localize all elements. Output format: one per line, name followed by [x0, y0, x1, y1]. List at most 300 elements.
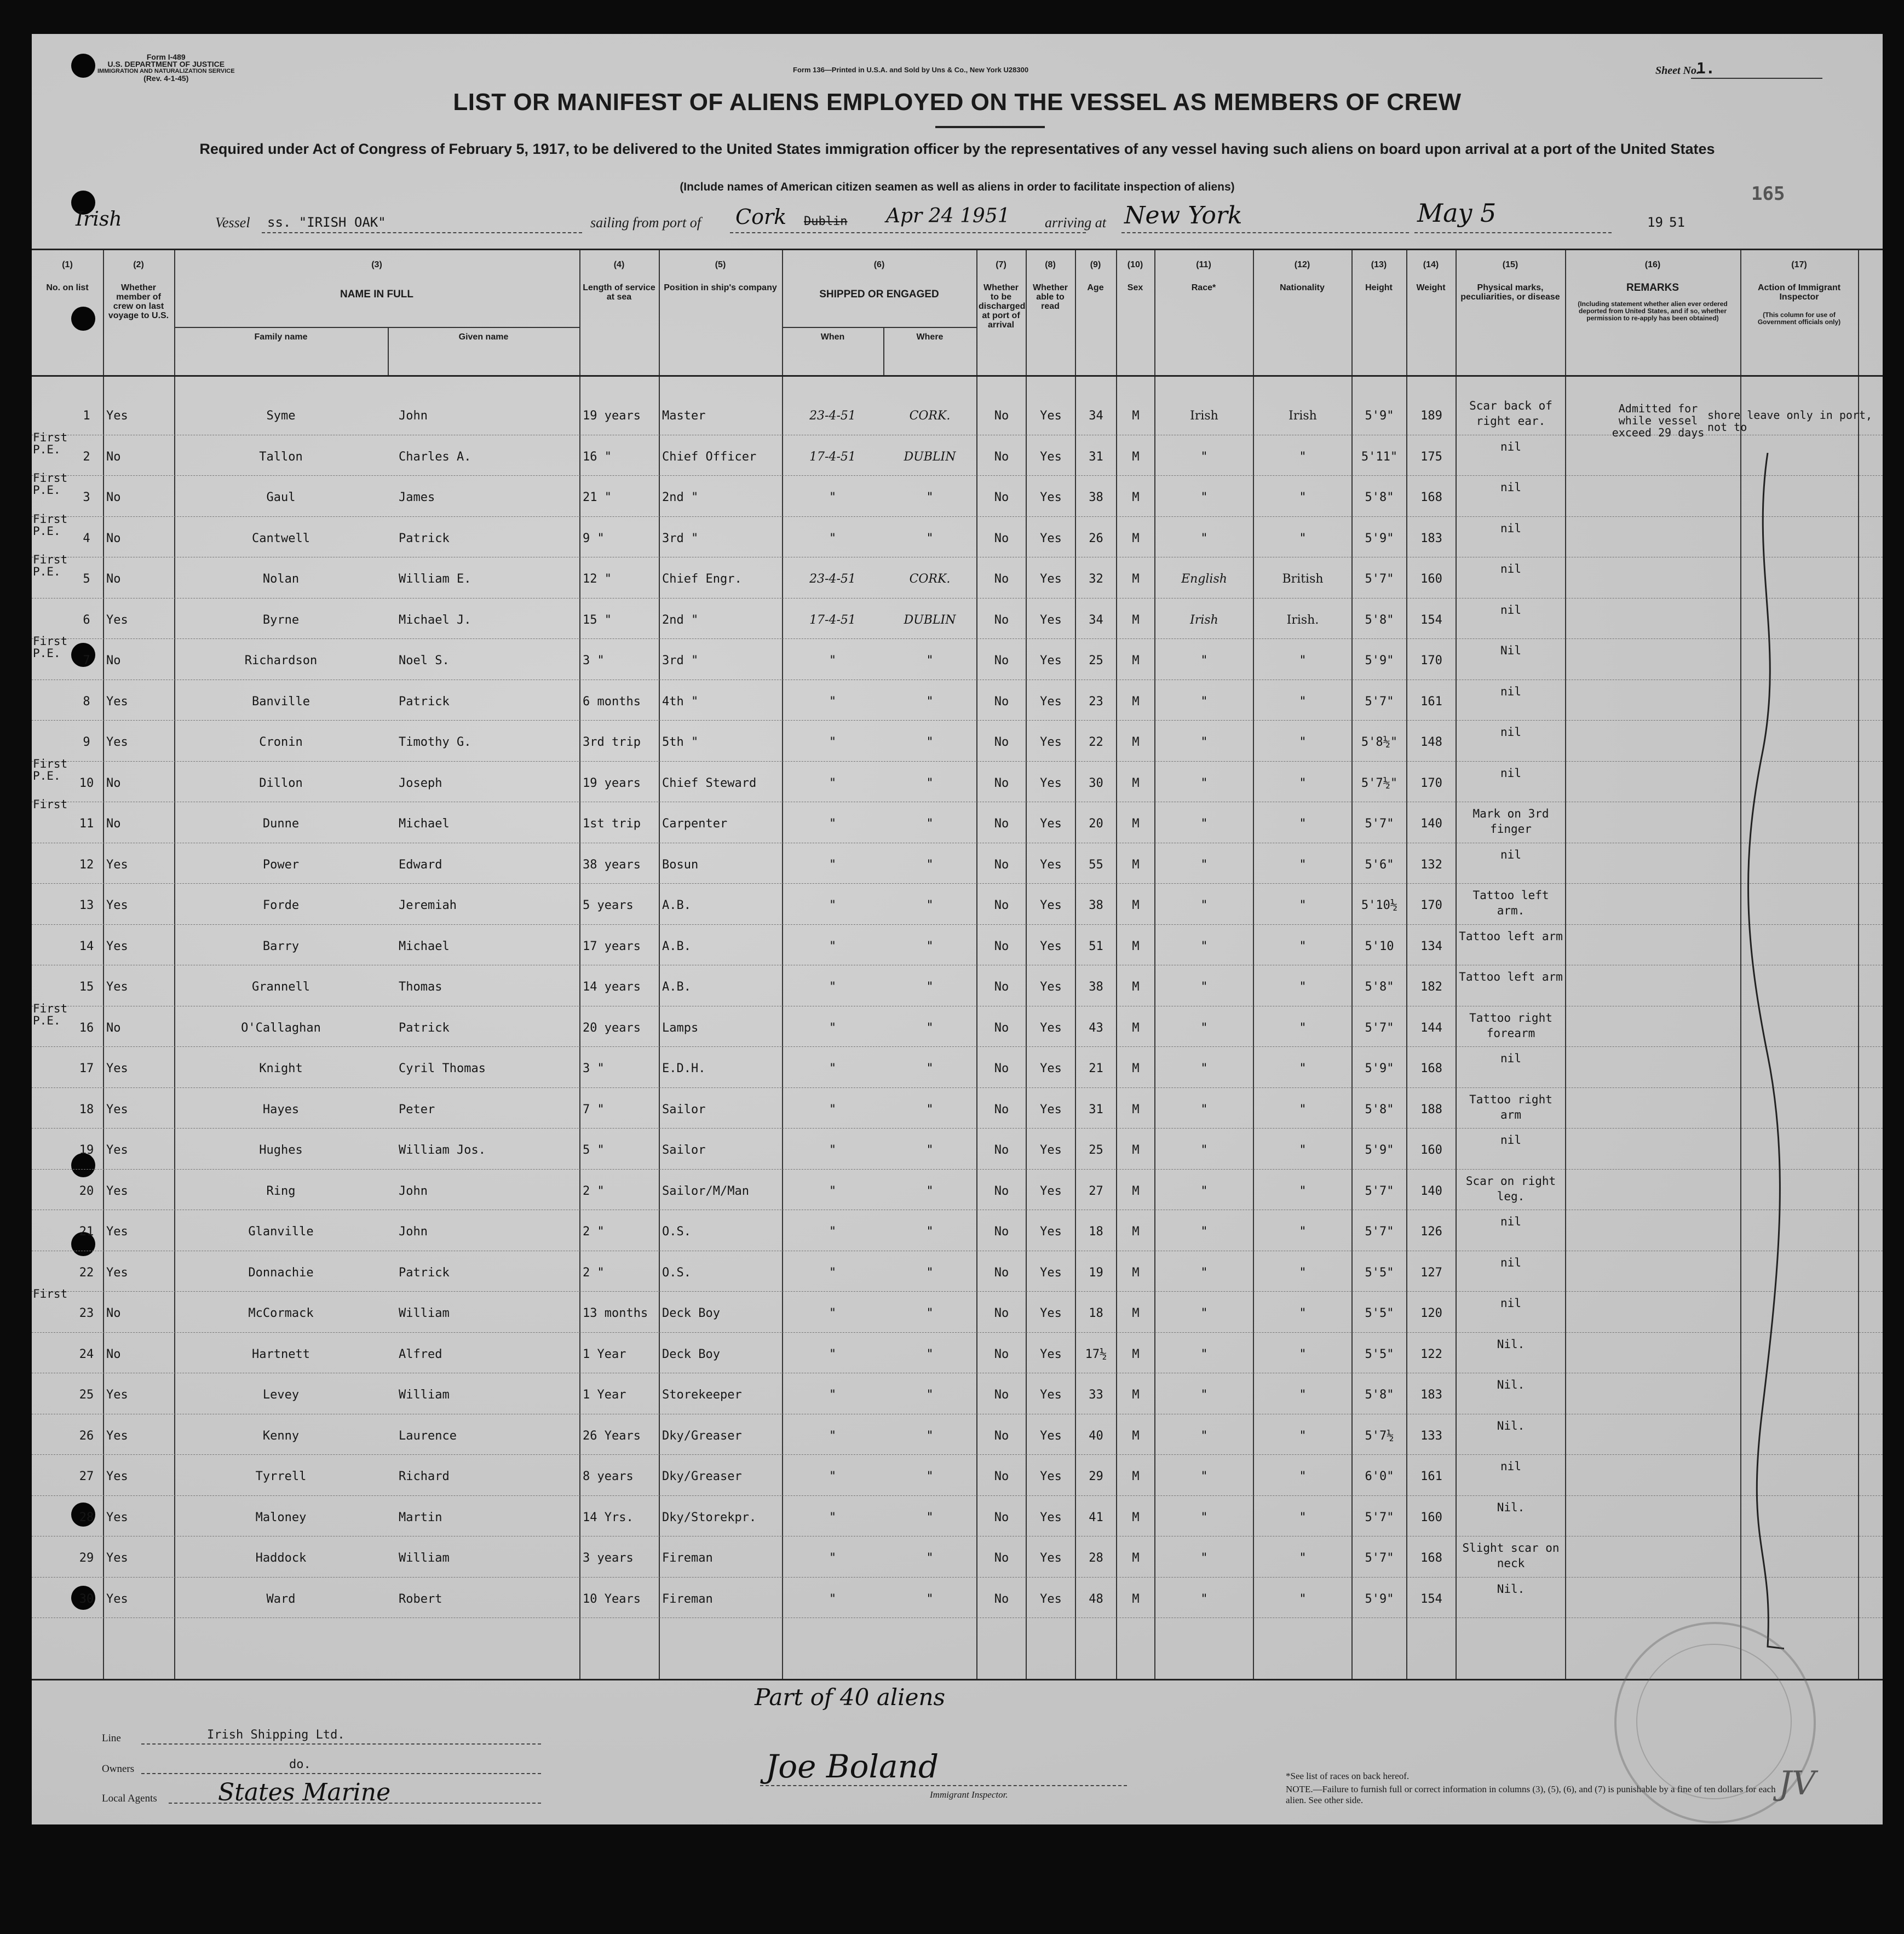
- subheader-given-name: Given name: [458, 332, 509, 342]
- row-service-length: 19 years: [583, 409, 641, 423]
- row-sex: M: [1132, 491, 1140, 504]
- row-height: 5'8": [1365, 980, 1394, 994]
- row-physical-marks: Tattoo left arm: [1459, 970, 1563, 983]
- row-service-length: 7 ": [583, 1102, 605, 1116]
- row-position: 2nd ": [662, 491, 699, 504]
- name-subheader-rule: [174, 327, 579, 328]
- sailing-date: Apr 24 1951: [886, 205, 1010, 227]
- row-shipped-when: ": [829, 491, 837, 504]
- row-weight: 183: [1420, 1388, 1442, 1402]
- row-given-name: Peter: [399, 1102, 435, 1116]
- row-age: 25: [1089, 654, 1103, 667]
- row-weight: 161: [1420, 1470, 1442, 1483]
- row-number: 27: [79, 1470, 94, 1483]
- row-position: Chief Steward: [662, 776, 757, 790]
- form-reference: [97, 54, 235, 82]
- row-able-to-read: Yes: [1040, 613, 1062, 627]
- row-number: 30: [79, 1592, 94, 1606]
- row-service-length: 14 years: [583, 980, 641, 994]
- row-height: 5'8": [1365, 1102, 1394, 1116]
- initials-mark: JV: [1779, 1764, 1816, 1803]
- sailing-underline: [730, 232, 1086, 233]
- row-rule: [32, 1087, 1883, 1088]
- row-sex: M: [1132, 1510, 1140, 1524]
- row-service-length: 13 months: [583, 1306, 648, 1320]
- row-weight: 126: [1420, 1225, 1442, 1239]
- row-service-length: 17 years: [583, 939, 641, 953]
- row-given-name: Patrick: [399, 694, 450, 709]
- row-sex: M: [1132, 1429, 1140, 1443]
- row-number: 1: [83, 409, 90, 423]
- row-shipped-when: ": [829, 1225, 837, 1239]
- column-number: (17): [1791, 260, 1807, 269]
- row-able-to-read: Yes: [1040, 735, 1062, 749]
- row-service-length: 1 Year: [583, 1347, 626, 1361]
- row-able-to-read: Yes: [1040, 1265, 1062, 1280]
- service-name: IMMIGRATION AND NATURALIZATION SERVICE: [97, 68, 235, 74]
- row-service-length: 2 ": [583, 1184, 605, 1198]
- row-physical-marks: nil: [1500, 1133, 1521, 1147]
- row-age: 40: [1089, 1429, 1103, 1443]
- row-family-name: Nolan: [262, 572, 300, 586]
- row-number: 19: [79, 1143, 94, 1157]
- row-discharged: No: [994, 450, 1009, 464]
- row-discharged: No: [994, 1388, 1009, 1402]
- row-shipped-where: ": [926, 1225, 934, 1239]
- row-physical-marks: Nil.: [1497, 1500, 1525, 1514]
- row-position: Chief Officer: [662, 450, 757, 464]
- column-header: Age: [1087, 283, 1104, 292]
- row-position: Fireman: [662, 1592, 713, 1606]
- row-shipped-when: 23-4-51: [809, 572, 856, 586]
- column-header: REMARKS: [1626, 282, 1679, 293]
- row-shipped-when: ": [829, 654, 837, 667]
- column-header: Physical marks, peculiarities, or disease: [1460, 283, 1560, 302]
- remarks-text: Admitted for while vessel exceed 29 days: [1612, 402, 1705, 439]
- line-underline: [141, 1743, 541, 1745]
- row-margin-note: First P.E.: [33, 472, 68, 496]
- column-number: (13): [1371, 260, 1387, 269]
- row-last-voyage: Yes: [106, 1592, 128, 1606]
- row-last-voyage: Yes: [106, 1265, 128, 1280]
- row-given-name: Martin: [399, 1510, 442, 1524]
- total-aliens-note: Part of 40 aliens: [755, 1684, 946, 1711]
- subheader-action-note: (This column for use of Government officials only): [1757, 311, 1841, 326]
- instruction-note: (Include names of American citizen seamen as well as aliens in order to facilitate inspection of aliens): [680, 181, 1235, 193]
- row-service-length: 1st trip: [583, 817, 641, 831]
- row-height: 5'7": [1365, 1021, 1394, 1035]
- row-discharged: No: [994, 613, 1009, 627]
- column-number: (1): [62, 260, 73, 269]
- row-shipped-where: ": [926, 1062, 934, 1075]
- row-nationality: ": [1299, 694, 1307, 709]
- row-able-to-read: Yes: [1040, 1551, 1062, 1565]
- row-shipped-when: ": [829, 1551, 837, 1565]
- row-sex: M: [1132, 1102, 1140, 1116]
- column-number: (2): [133, 260, 144, 269]
- row-physical-marks: Scar back of right ear.: [1469, 399, 1552, 428]
- row-service-length: 12 ": [583, 572, 612, 586]
- row-able-to-read: Yes: [1040, 491, 1062, 504]
- row-race: ": [1200, 980, 1208, 994]
- row-number: 16: [79, 1021, 94, 1035]
- row-height: 5'7": [1365, 694, 1394, 709]
- manifest-footer: [32, 1682, 1883, 1824]
- penalty-note: NOTE.—Failure to furnish full or correct information in columns (3), (5), (6), and (7) is punishable by a fine of ten dollars for each alien. See other side.: [1286, 1784, 1776, 1805]
- form-revision: (Rev. 4-1-45): [143, 74, 189, 83]
- row-service-length: 10 Years: [583, 1592, 641, 1606]
- row-position: A.B.: [662, 939, 691, 953]
- row-physical-marks: Nil.: [1497, 1337, 1525, 1351]
- row-weight: 132: [1420, 857, 1442, 872]
- row-race: English: [1181, 572, 1227, 586]
- row-service-length: 1 Year: [583, 1388, 626, 1402]
- row-weight: 170: [1420, 899, 1442, 912]
- row-number: 26: [79, 1429, 94, 1443]
- header-bottom-rule: [32, 375, 1883, 377]
- row-discharged: No: [994, 1062, 1009, 1075]
- row-nationality: ": [1299, 1510, 1307, 1524]
- row-family-name: Gaul: [266, 491, 296, 504]
- row-weight: 175: [1420, 450, 1442, 464]
- row-race: ": [1200, 1184, 1208, 1198]
- row-age: 21: [1089, 1062, 1103, 1075]
- row-shipped-when: ": [829, 776, 837, 790]
- row-height: 5'5": [1365, 1347, 1394, 1361]
- row-weight: 134: [1420, 939, 1442, 953]
- row-service-length: 3 years: [583, 1551, 634, 1565]
- row-given-name: Alfred: [399, 1347, 442, 1361]
- row-discharged: No: [994, 735, 1009, 749]
- row-height: 5'5": [1365, 1265, 1394, 1280]
- row-weight: 170: [1420, 654, 1442, 667]
- row-able-to-read: Yes: [1040, 776, 1062, 790]
- row-height: 5'5": [1365, 1306, 1394, 1320]
- page-subtitle: Required under Act of Congress of February 5, 1917, to be delivered to the United States immigration officer by the representatives of any vessel having such aliens on board upon arrival at a port of the United States: [199, 141, 1715, 157]
- row-race: Irish: [1190, 613, 1218, 627]
- row-weight: 188: [1420, 1102, 1442, 1116]
- row-sex: M: [1132, 450, 1140, 464]
- shipped-subheader-rule: [782, 327, 976, 328]
- row-sex: M: [1132, 1306, 1140, 1320]
- row-nationality: Irish.: [1286, 613, 1319, 627]
- row-physical-marks: Nil.: [1497, 1378, 1525, 1391]
- row-given-name: Patrick: [399, 1265, 450, 1280]
- row-age: 55: [1089, 857, 1103, 872]
- row-number: 11: [79, 817, 94, 831]
- row-service-length: 3 ": [583, 1062, 605, 1075]
- column-header: Sex: [1127, 283, 1143, 292]
- owners-value: do.: [289, 1758, 311, 1771]
- row-number: 18: [79, 1102, 94, 1116]
- row-weight: 168: [1420, 491, 1442, 504]
- row-shipped-where: ": [926, 1551, 934, 1565]
- printer-line: Form 136—Printed in U.S.A. and Sold by Uns & Co., New York U28300: [793, 66, 1029, 74]
- row-number: 3: [83, 491, 90, 504]
- row-age: 29: [1089, 1470, 1103, 1483]
- row-shipped-where: ": [926, 654, 934, 667]
- column-number: (15): [1502, 260, 1518, 269]
- row-physical-marks: Nil.: [1497, 1582, 1525, 1596]
- row-family-name: Hartnett: [252, 1347, 310, 1361]
- row-last-voyage: No: [106, 572, 121, 586]
- column-number: (9): [1090, 260, 1101, 269]
- row-nationality: ": [1299, 531, 1307, 545]
- column-header: Action of Immigrant Inspector: [1757, 283, 1841, 302]
- row-position: E.D.H.: [662, 1062, 706, 1075]
- row-physical-marks: Nil.: [1497, 1419, 1525, 1432]
- column-number: (14): [1423, 260, 1439, 269]
- row-nationality: ": [1299, 1265, 1307, 1280]
- shipped-split-divider: [883, 327, 884, 376]
- row-family-name: Richardson: [244, 654, 318, 667]
- row-sex: M: [1132, 1021, 1140, 1035]
- row-sex: M: [1132, 1551, 1140, 1565]
- row-shipped-when: ": [829, 735, 837, 749]
- row-race: ": [1200, 654, 1208, 667]
- row-shipped-when: 23-4-51: [809, 409, 856, 423]
- row-shipped-where: ": [926, 1306, 934, 1320]
- row-number: 20: [79, 1184, 94, 1198]
- row-sex: M: [1132, 1225, 1140, 1239]
- row-age: 26: [1089, 531, 1103, 545]
- column-number: (11): [1196, 260, 1211, 269]
- row-number: 4: [83, 531, 90, 545]
- row-number: 2: [83, 450, 90, 464]
- row-height: 5'11": [1361, 450, 1398, 464]
- inspector-action-text: shore leave only in port, not to: [1707, 409, 1873, 433]
- row-given-name: William: [399, 1306, 450, 1320]
- row-shipped-when: ": [829, 980, 837, 994]
- row-race: ": [1200, 1265, 1208, 1280]
- subheader-family-name: Family name: [254, 332, 308, 342]
- row-sex: M: [1132, 899, 1140, 912]
- row-rule: [32, 638, 1883, 639]
- row-sex: M: [1132, 1347, 1140, 1361]
- row-last-voyage: No: [106, 1306, 121, 1320]
- row-given-name: Timothy G.: [399, 735, 471, 749]
- row-physical-marks: Mark on 3rd finger: [1472, 807, 1549, 836]
- row-rule: [32, 475, 1883, 476]
- column-header: Height: [1365, 283, 1393, 292]
- row-last-voyage: No: [106, 1347, 121, 1361]
- row-margin-note: First P.E.: [33, 513, 68, 537]
- row-nationality: Irish: [1288, 409, 1317, 423]
- row-shipped-where: DUBLIN: [904, 613, 956, 627]
- column-number: (10): [1127, 260, 1143, 269]
- row-physical-marks: nil: [1500, 1256, 1521, 1269]
- row-height: 5'10½: [1361, 899, 1398, 912]
- row-number: 14: [79, 939, 94, 953]
- row-able-to-read: Yes: [1040, 1062, 1062, 1075]
- row-able-to-read: Yes: [1040, 409, 1062, 423]
- row-margin-note: First: [33, 798, 68, 810]
- row-shipped-when: ": [829, 1265, 837, 1280]
- row-weight: 160: [1420, 1510, 1442, 1524]
- row-last-voyage: No: [106, 776, 121, 790]
- row-nationality: ": [1299, 1388, 1307, 1402]
- row-shipped-when: ": [829, 1592, 837, 1606]
- row-position: 3rd ": [662, 654, 699, 667]
- arrival-date: May 5: [1417, 198, 1497, 228]
- row-service-length: 19 years: [583, 776, 641, 790]
- row-last-voyage: Yes: [106, 899, 128, 912]
- row-last-voyage: Yes: [106, 694, 128, 709]
- column-number: (12): [1294, 260, 1310, 269]
- line-label: Line: [102, 1732, 121, 1744]
- punch-hole: [71, 54, 95, 78]
- row-sex: M: [1132, 1265, 1140, 1280]
- vessel-underline: [262, 232, 582, 233]
- title-rule: [935, 126, 1045, 128]
- row-able-to-read: Yes: [1040, 1306, 1062, 1320]
- row-discharged: No: [994, 1102, 1009, 1116]
- row-physical-marks: Tattoo left arm: [1459, 929, 1563, 943]
- arrival-underline: [1414, 232, 1612, 233]
- row-shipped-when: ": [829, 1429, 837, 1443]
- row-nationality: ": [1299, 1143, 1307, 1157]
- row-weight: 122: [1420, 1347, 1442, 1361]
- row-weight: 168: [1420, 1551, 1442, 1565]
- row-service-length: 3rd trip: [583, 735, 641, 749]
- row-age: 31: [1089, 1102, 1103, 1116]
- row-discharged: No: [994, 694, 1009, 709]
- row-last-voyage: Yes: [106, 1184, 128, 1198]
- row-age: 27: [1089, 1184, 1103, 1198]
- row-position: Lamps: [662, 1021, 699, 1035]
- row-nationality: ": [1299, 1021, 1307, 1035]
- row-nationality: ": [1299, 1184, 1307, 1198]
- row-position: 4th ": [662, 694, 699, 709]
- row-sex: M: [1132, 980, 1140, 994]
- row-age: 22: [1089, 735, 1103, 749]
- arriving-underline: [1121, 232, 1409, 233]
- column-number: (8): [1045, 260, 1056, 269]
- row-rule: [32, 924, 1883, 925]
- row-position: 2nd ": [662, 613, 699, 627]
- row-last-voyage: No: [106, 654, 121, 667]
- row-age: 18: [1089, 1225, 1103, 1239]
- row-race: ": [1200, 857, 1208, 872]
- row-sex: M: [1132, 531, 1140, 545]
- row-height: 5'7": [1365, 1510, 1394, 1524]
- row-age: 19: [1089, 1265, 1103, 1280]
- row-rule: [32, 1332, 1883, 1333]
- row-nationality: ": [1299, 1470, 1307, 1483]
- column-number: (4): [613, 260, 625, 269]
- row-discharged: No: [994, 857, 1009, 872]
- row-given-name: Cyril Thomas: [399, 1062, 486, 1075]
- row-nationality: ": [1299, 817, 1307, 831]
- row-race: ": [1200, 1510, 1208, 1524]
- row-service-length: 3 ": [583, 654, 605, 667]
- row-age: 34: [1089, 409, 1103, 423]
- row-shipped-where: ": [926, 980, 934, 994]
- row-given-name: Jeremiah: [399, 899, 457, 912]
- row-able-to-read: Yes: [1040, 1102, 1062, 1116]
- row-race: ": [1200, 1102, 1208, 1116]
- row-physical-marks: nil: [1500, 766, 1521, 780]
- row-shipped-when: ": [829, 1102, 837, 1116]
- row-number: 17: [79, 1062, 94, 1075]
- row-physical-marks: nil: [1500, 848, 1521, 861]
- vessel-value: ss. "IRISH OAK": [267, 215, 386, 230]
- row-sex: M: [1132, 735, 1140, 749]
- department: U.S. DEPARTMENT OF JUSTICE: [107, 60, 225, 68]
- row-family-name: McCormack: [248, 1306, 314, 1320]
- row-shipped-where: ": [926, 1388, 934, 1402]
- row-given-name: Charles A.: [399, 450, 471, 464]
- row-number: 21: [79, 1225, 94, 1239]
- row-shipped-when: ": [829, 1062, 837, 1075]
- row-physical-marks: Scar on right leg.: [1465, 1174, 1556, 1203]
- row-shipped-where: ": [926, 531, 934, 545]
- row-nationality: ": [1299, 776, 1307, 790]
- row-able-to-read: Yes: [1040, 1470, 1062, 1483]
- row-race: ": [1200, 817, 1208, 831]
- row-race: ": [1200, 1388, 1208, 1402]
- row-given-name: John: [399, 1184, 428, 1198]
- row-position: Sailor: [662, 1143, 706, 1157]
- row-discharged: No: [994, 899, 1009, 912]
- row-number: 12: [79, 857, 94, 872]
- row-family-name: Levey: [262, 1388, 300, 1402]
- row-shipped-where: ": [926, 1592, 934, 1606]
- row-weight: 170: [1420, 776, 1442, 790]
- row-shipped-where: ": [926, 857, 934, 872]
- row-position: Deck Boy: [662, 1306, 720, 1320]
- row-able-to-read: Yes: [1040, 939, 1062, 953]
- row-age: 23: [1089, 694, 1103, 709]
- row-physical-marks: nil: [1500, 440, 1521, 453]
- inspector-wavy-line: [1729, 453, 1784, 1657]
- row-age: 31: [1089, 450, 1103, 464]
- row-shipped-when: 17-4-51: [809, 613, 856, 627]
- arriving-port: New York: [1124, 202, 1243, 229]
- row-nationality: ": [1299, 1551, 1307, 1565]
- crew-table: [32, 249, 1883, 1711]
- column-header: No. on list: [46, 283, 89, 292]
- row-race: ": [1200, 1062, 1208, 1075]
- column-header: Length of service at sea: [583, 283, 655, 302]
- row-shipped-where: ": [926, 694, 934, 709]
- row-nationality: ": [1299, 1062, 1307, 1075]
- row-family-name: Power: [262, 857, 300, 872]
- row-age: 38: [1089, 899, 1103, 912]
- row-nationality: ": [1299, 1225, 1307, 1239]
- row-discharged: No: [994, 1143, 1009, 1157]
- row-family-name: Dunne: [262, 817, 300, 831]
- row-able-to-read: Yes: [1040, 899, 1062, 912]
- row-family-name: Glanville: [248, 1225, 314, 1239]
- row-last-voyage: Yes: [106, 409, 128, 423]
- row-shipped-when: ": [829, 1306, 837, 1320]
- row-shipped-when: ": [829, 694, 837, 709]
- row-discharged: No: [994, 980, 1009, 994]
- row-nationality: ": [1299, 654, 1307, 667]
- row-given-name: James: [399, 491, 435, 504]
- row-age: 51: [1089, 939, 1103, 953]
- row-weight: 133: [1420, 1429, 1442, 1443]
- row-shipped-when: ": [829, 817, 837, 831]
- row-race: ": [1200, 939, 1208, 953]
- row-height: 5'8": [1365, 491, 1394, 504]
- row-service-length: 14 Yrs.: [583, 1510, 634, 1524]
- row-height: 5'10: [1365, 939, 1394, 953]
- races-note: *See list of races on back hereof.: [1286, 1771, 1410, 1781]
- row-race: ": [1200, 491, 1208, 504]
- row-sex: M: [1132, 1388, 1140, 1402]
